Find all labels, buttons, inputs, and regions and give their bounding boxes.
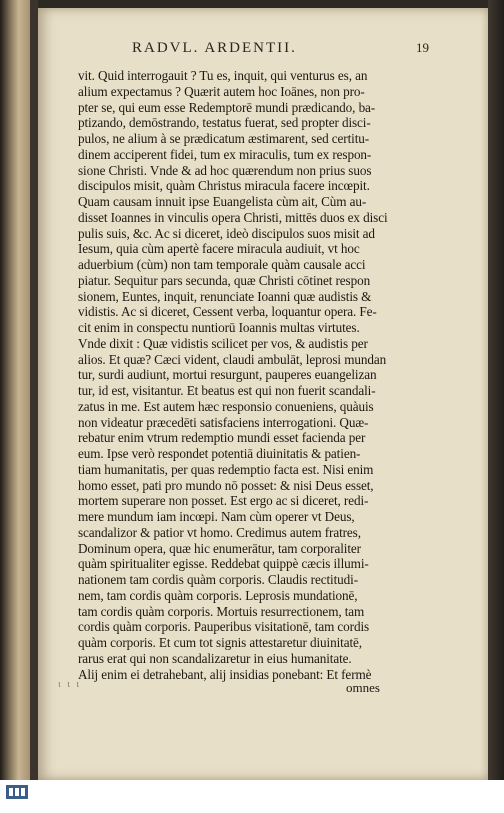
catchword: omnes [346,680,380,695]
marginal-mark: ι ι ι [58,679,82,690]
text-line: scandalizor & patior vt homo. Credimus autem fratres, [78,524,361,540]
text-line: mere mundum iam incœpi. Nam cùm operer vt Deus, [78,509,355,524]
text-line: nem, tam cordis quàm corporis. Leprosis mundationē, [78,587,358,603]
text-line: tam cordis quàm corporis. Mortuis resurrectionem, tam [78,603,365,619]
text-line: cordis quàm corporis. Pauperibus visitationē, tam cordis [78,619,370,635]
text-line: Iesum, quia cùm apertè facere miracula audiuit, vt hoc [78,241,360,257]
text-line: tur, id est, visitantur. Et beatus est qui non fuerit scandali- [78,383,376,398]
text-line: tur, surdi audiunt, mortui resurgunt, pauperes euangelizan [78,367,377,383]
text-line: aduerbium (cùm) non tam temporale quàm causale acci [78,257,366,272]
body-text [78,68,428,682]
text-line: alium expectamus ? Quærit autem hoc Ioānes, non pro- [78,83,365,99]
text-line: Dominum opera, quæ hic enumerātur, tam corporaliter [78,540,361,556]
running-title: RADVL. ARDENTII. [132,40,297,56]
text-line: vidistis. Ac si diceret, Cessent verba, loquantur opera. Fe- [78,304,377,320]
text-line: eum. Ipse verò respondet potentiā diuinitatis & patien- [78,446,361,461]
text-line: pulos, ne alium à se prædicatum æstimarent, sed certitu- [78,131,370,146]
text-line: rebatur enim vtrum redemptio mundi esset facienda per [78,430,366,446]
text-line: sionem, Euntes, inquit, renunciate Ioanni quæ audistis & [78,288,372,304]
footer-bar [0,780,504,813]
text-line: non videatur præcedēti satisfaciens interrogationi. Quæ- [78,414,369,430]
text-line: zatus in me. Est autem hæc responsio conueniens, quàuis [78,398,374,414]
text-line: sione Christi. Vnde & ad hoc quærendum non prius suos [78,162,372,178]
text-line: quàm spiritualiter egisse. Reddebat quippè cæcis illumi- [78,556,369,572]
book-spine [0,0,30,813]
text-line: homo esset, pati pro mundo nō posset: & nisi Deus esset, [78,477,374,493]
text-line: rarus erat qui non scandalizaretur in eius humanitate. [78,650,352,666]
text-line: piatur. Sequitur pars secunda, quæ Christi cōtinet respon [78,272,371,288]
text-line: pter se, qui eum esse Redemptorē mundi prædicando, ba- [78,99,376,115]
book-page [38,8,488,780]
gutter [30,0,38,813]
text-line: Vnde dixit : Quæ vidistis scilicet per vos, & audistis per [78,335,368,351]
text-line: disset Ioannes in vinculis opera Christi, mittēs duos ex disci [78,209,388,225]
text-line: mortem superare non posset. Est ergo ac si diceret, redi- [78,493,369,509]
text-line: tiam humanitatis, per quas redemptio facta est. Nisi enim [78,461,374,477]
text-line: ptizando, demōstrando, testatus fuerat, sed propter disci- [78,115,371,131]
page-number: 19 [416,40,429,55]
text-line: Alij enim ei detrahebant, alij insidias ponebant: Et fermè [78,666,372,682]
text-line: vit. Quid interrogauit ? Tu es, inquit, qui venturus es, an [78,68,368,83]
running-head [38,40,488,58]
text-line: nationem tam cordis quàm corporis. Claudis rectitudi- [78,572,358,587]
text-line: alios. Et quæ? Cæci vident, claudi ambulāt, leprosi mundan [78,351,387,367]
text-line: cit enim in conspectu nuntiorū Ioannis multas virtutes. [78,320,360,335]
text-line: Quam causam innuit ipse Euangelista cùm ait, Cùm au- [78,194,367,209]
page-edges [488,0,504,813]
library-logo-icon [2,783,32,811]
text-line: dinem acciperent fidei, tum ex miraculis, tum ex respon- [78,146,372,162]
text-line: quàm corporis. Et cum tot signis attestaretur diuinitatē, [78,635,362,650]
text-line: pulis suis, &c. Ac si diceret, ideò discipulos suos misit ad [78,225,375,241]
text-line: discipulos misit, quàm Christus miracula facere incœpit. [78,178,370,194]
